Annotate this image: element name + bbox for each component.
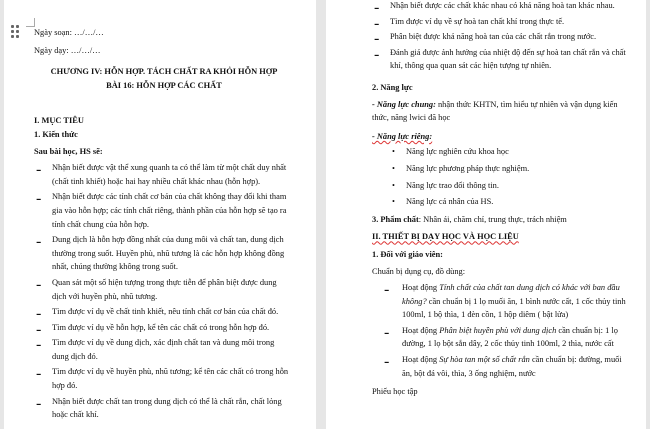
teacher-heading: 1. Đối với giáo viên: [372, 249, 443, 259]
quality-label: 3. Phẩm chất [372, 214, 419, 224]
list-item [372, 46, 628, 73]
list-item-line: - Dung dịch là hỗn hợp đồng nhất của dung môi và chất tan, dung dịch [52, 235, 284, 245]
activity-line: 100ml, 1 bộ thìa, 1 đèn cồn, 1 hộp diêm ( bật lửa) [402, 310, 569, 320]
activity-item [372, 353, 628, 380]
activity-text: cần chuẩn bị: đường, muối [529, 355, 622, 365]
date-line: Ngày soạn: …/…/… [34, 28, 104, 37]
activity-text: cần chuẩn bị 1 lọ muối ăn, 1 bình nước cất, 1 cốc thủy tinh [426, 296, 626, 306]
general-competence [372, 98, 628, 112]
list-item [372, 0, 628, 13]
chapter-title: CHƯƠNG IV: HỖN HỢP. TÁCH CHẤT RA KHỎI HỖN HỢP [50, 67, 278, 77]
list-item-line: - Nhận biết được chất tan trong dung dịch có thể là chất rắn, chất lỏng [52, 396, 282, 406]
footer-line: Phiếu học tập [372, 387, 418, 397]
activity-name: Phân biệt huyền phù với dung dịch [439, 325, 557, 335]
activity-lead: Hoạt động [402, 325, 440, 335]
list-item [34, 321, 294, 335]
activity-lead: Hoạt động [402, 355, 440, 365]
activity-text: cần chuẩn bị: 1 lọ [556, 325, 618, 335]
activity-item [372, 324, 628, 351]
list-item-line: - Đánh giá được ảnh hưởng của nhiệt độ đến sự hoà tan chất rắn và chất [390, 47, 626, 57]
drag-handle-icon[interactable] [11, 25, 21, 37]
list-item-line: thường trong suốt. Huyền phù, nhũ tương là các hỗn hợp không đồng [52, 248, 285, 258]
specific-competence-label: - Năng lực riêng: [372, 131, 433, 141]
list-item-line: tính chất chung của hỗn hợp. [52, 219, 149, 229]
competence-item: • Năng lực cá nhân của HS. [372, 195, 628, 209]
activity-line: đường, 1 lọ bột sắn dây, 2 cốc thủy tinh 100ml, 2 thìa, nước cất [402, 339, 614, 349]
competence-item: • Năng lực phương pháp thực nghiệm. [372, 162, 628, 176]
objective-list [34, 161, 294, 422]
date-line: Ngày dạy: …/…/… [34, 45, 101, 55]
intro-line: Sau bài học, HS sẽ: [34, 146, 103, 156]
activity-lead: Hoạt động [402, 283, 440, 293]
list-item-line: dịch với huyền phù, nhũ tương. [52, 291, 158, 301]
list-item [34, 365, 294, 392]
list-item-line: nhất, chúng thường không trong suốt. [52, 262, 178, 272]
general-competence-label: - Năng lực chung: [372, 99, 436, 109]
list-item [34, 161, 294, 188]
list-item-line: (chất tinh khiết) hoặc hai hay nhiều chất khác nhau (hỗn hợp). [52, 176, 261, 186]
list-item-line: dung dịch đó. [52, 351, 98, 361]
list-item-line: khí, thông qua quan sát các hiện tượng tự nhiên. [390, 61, 552, 71]
list-item [372, 15, 628, 29]
activity-line: ăn, bột đá vôi, thìa, 3 ống nghiệm, nước [402, 368, 536, 378]
activity-line [402, 281, 628, 295]
list-item-line: - Nhận biết được các tính chất cơ bản của chất không thay đổi khi tham [52, 192, 287, 202]
activity-line [402, 353, 628, 367]
competence-item: • Năng lực nghiên cứu khoa học [372, 145, 628, 159]
general-competence-text: thức, năng lwici đã học [372, 113, 451, 123]
list-item [34, 336, 294, 363]
prepare-line: Chuẩn bị dụng cụ, đồ dùng: [372, 266, 466, 276]
list-item-line: - Nhận biết được vật thể xung quanh ta có thể làm từ một chất duy nhất [52, 163, 287, 173]
list-item [34, 276, 294, 303]
list-item-line: - Tìm được ví dụ về sự hoà tan chất khí trong thực tế. [390, 16, 565, 26]
list-item [34, 395, 294, 422]
document-page-1 [4, 0, 316, 429]
margin-corner-marker [26, 18, 35, 27]
general-competence-text: nhận thức KHTN, tìm hiểu tự nhiên và vận dụng kiến [435, 99, 618, 109]
activity-line [402, 295, 628, 309]
list-item-line: hoặc chất khí. [52, 410, 99, 420]
activity-line [402, 324, 628, 338]
activity-name: Tính chất của chất tan dung dịch có khác với ban đầu [439, 283, 620, 293]
list-item [34, 305, 294, 319]
list-item-line: - Tìm được ví dụ về chất tinh khiết, nêu tính chất cơ bản của chất đó. [52, 307, 279, 317]
list-item [372, 30, 628, 44]
objective-list-continued [372, 0, 628, 73]
list-item [34, 190, 294, 231]
document-page-2 [326, 0, 646, 429]
section-heading: I. MỤC TIÊU [34, 116, 84, 126]
list-item-line: hợp đó. [52, 381, 78, 391]
list-item-line: - Phân biệt được khả năng hoà tan của các chất rắn trong nước. [390, 32, 597, 42]
activity-name: Sự hòa tan một số chất rắn [439, 355, 530, 365]
quality-text: : Nhân ái, chăm chỉ, trung thực, trách nhiệm [418, 214, 567, 224]
quality-line [372, 213, 628, 227]
activity-item [372, 281, 628, 322]
specific-competence-list [372, 145, 628, 208]
subsection-heading: 2. Năng lực [372, 82, 413, 92]
lesson-title: BÀI 16: HỖN HỢP CÁC CHẤT [106, 80, 222, 90]
activity-list [372, 281, 628, 380]
list-item-line: - Tìm được ví dụ về huyền phù, nhũ tương; kể tên các chất có trong hỗn [52, 367, 289, 377]
list-item-line: - Tìm được ví dụ về hỗn hợp, kể tên các chất có trong hỗn hợp đó. [52, 322, 270, 332]
list-item [34, 233, 294, 274]
competence-item: • Năng lực trao đổi thông tin. [372, 179, 628, 193]
list-item-line: gia vào hỗn hợp; các tính chất riêng, thành phần của hỗn hợp sẽ tạo ra [52, 205, 287, 215]
list-item-line: - Nhận biết được các chất khác nhau có khả năng hoà tan khác nhau. [390, 1, 615, 10]
subsection-heading: 1. Kiến thức [34, 129, 78, 139]
list-item-line: - Tìm được ví dụ về dung dịch, xác định chất tan và dung môi trong [52, 338, 275, 348]
section-heading: II. THIẾT BỊ DẠY HỌC VÀ HỌC LIỆU [372, 232, 519, 242]
activity-name: không? [402, 296, 427, 306]
list-item-line: - Quan sát một số hiện tượng trong thực tiễn để phân biệt được dung [52, 277, 277, 287]
